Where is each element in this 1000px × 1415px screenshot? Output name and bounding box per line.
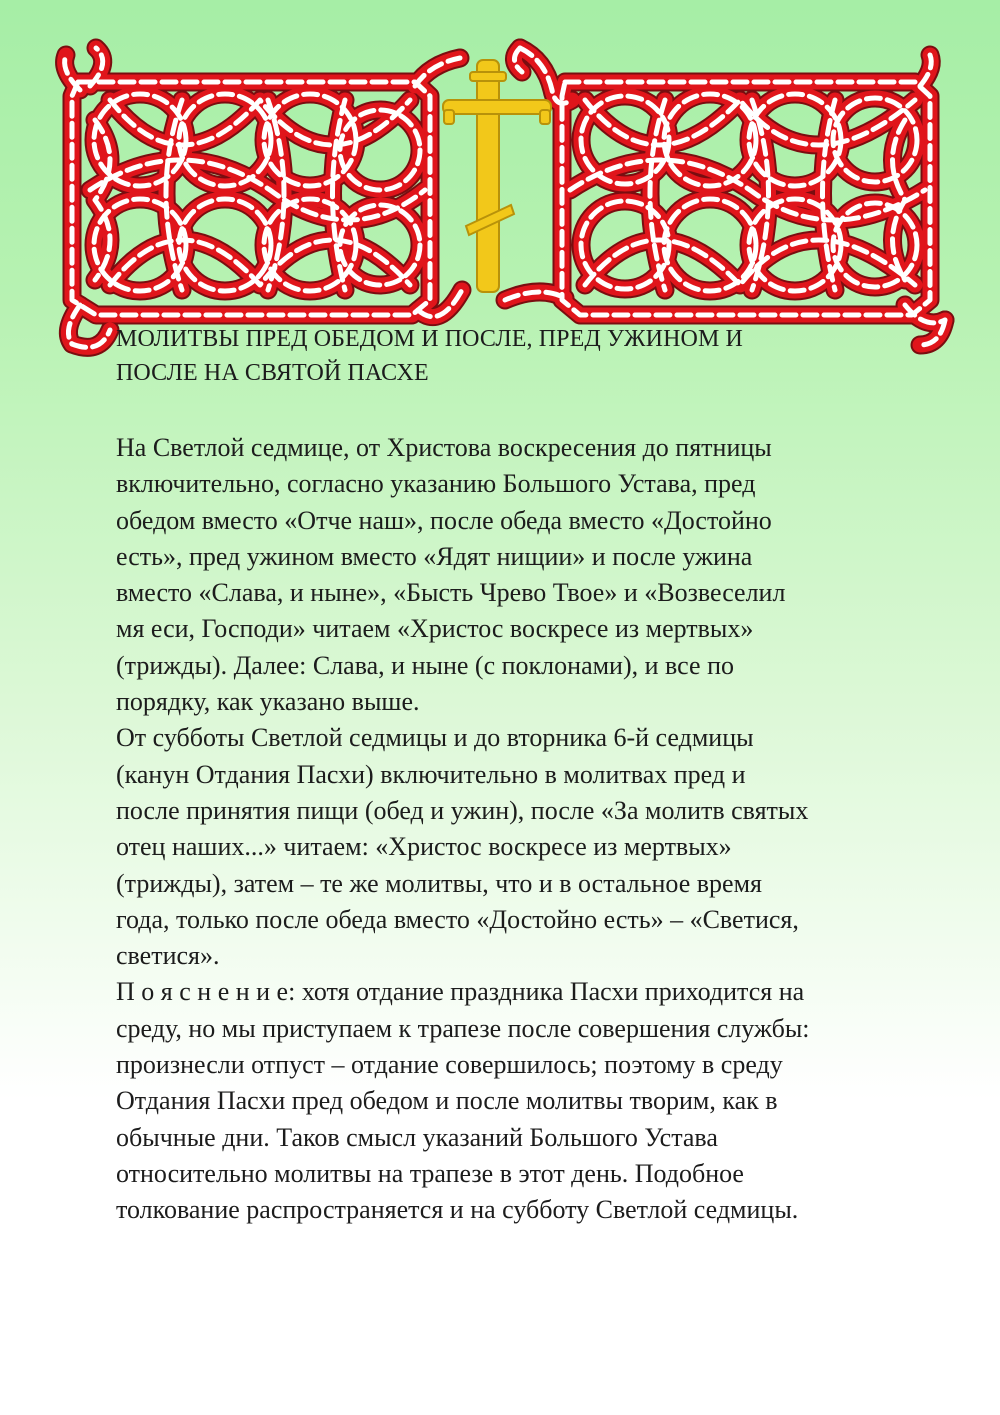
title-line: МОЛИТВЫ ПРЕД ОБЕДОМ И ПОСЛЕ, ПРЕД УЖИНОМ И [116,326,743,352]
text-line: обедом вместо «Отче наш», после обеда вместо «Достойно [116,505,772,535]
text-line: (трижды). Далее: Слава, и ныне (с поклонами), и все по [116,650,734,680]
paragraph [116,430,936,720]
text-line: Отдания Пасхи пред обедом и после молитвы творим, как в [116,1086,778,1116]
text-line: От субботы Светлой седмицы и до вторника 6-й седмицы [116,723,754,753]
paragraph [116,720,936,974]
page-title [116,322,916,390]
paragraph [116,974,936,1228]
text-line: есть», пред ужином вместо «Ядят нищии» и после ужина [116,541,753,571]
orthodox-cross-icon [443,60,551,292]
text-line: среду, но мы приступаем к трапезе после совершения службы: [116,1013,810,1043]
text-line: обычные дни. Таков смысл указаний Большого Устава [116,1122,718,1152]
text-line: светися». [116,941,220,971]
text-line: после принятия пищи (обед и ужин), после «За молитв святых [116,795,809,825]
text-line: П о я с н е н и е: хотя отдание праздника Пасхи приходится на [116,977,805,1007]
text-line: (канун Отдания Пасхи) включительно в молитвах пред и [116,759,746,789]
text-line: (трижды), затем – те же молитвы, что и в остальное время [116,868,762,898]
text-line: года, только после обеда вместо «Достойно есть» – «Светися, [116,904,799,934]
text-line: отец наших...» читаем: «Христос воскресе из мертвых» [116,832,732,862]
text-line: На Светлой седмице, от Христова воскресения до пятницы [116,433,772,462]
text-line: мя еси, Господи» читаем «Христос воскресе из мертвых» [116,614,754,644]
text-line: порядку, как указано выше. [116,687,420,717]
text-line: относительно молитвы на трапезе в этот день. Подобное [116,1158,744,1188]
text-line: толкование распространяется и на субботу Светлой седмицы. [116,1195,799,1225]
body-text [116,430,936,1229]
text-line: вместо «Слава, и ныне», «Бысть Чрево Твое» и «Возвеселил [116,578,786,608]
celtic-knot-ornament [0,0,1000,360]
title-line: ПОСЛЕ НА СВЯТОЙ ПАСХЕ [116,360,429,386]
text-line: включительно, согласно указанию Большого Устава, пред [116,469,756,499]
text-line: произнесли отпуст – отдание совершилось; поэтому в среду [116,1050,783,1080]
